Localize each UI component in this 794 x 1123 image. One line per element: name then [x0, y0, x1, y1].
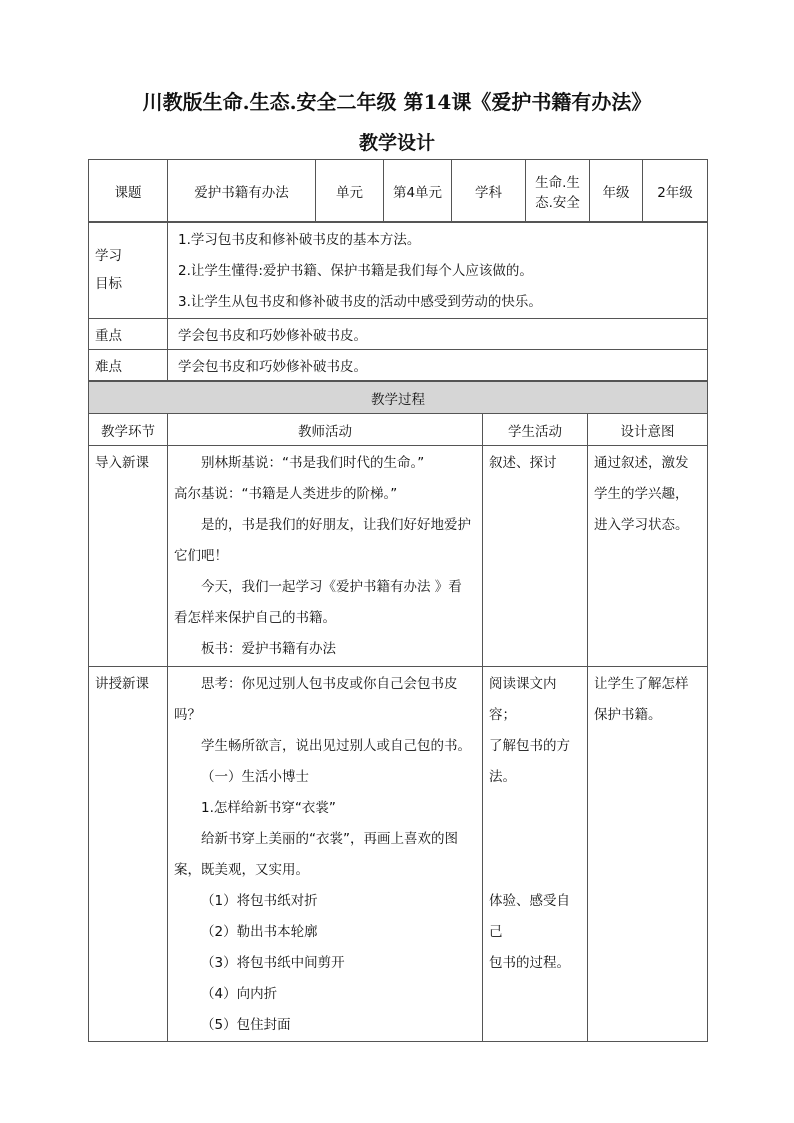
goals-label-line-2: 目标 [95, 276, 122, 292]
intent-line: 保护书籍。 [594, 707, 662, 723]
teacher-line: 板书：爱护书籍有办法 [201, 641, 336, 657]
goals-list [168, 222, 708, 319]
process-table [88, 381, 708, 1042]
keti-value: 爱护书籍有办法 [168, 160, 316, 223]
unit-label: 单元 [316, 160, 384, 223]
column-header: 设计意图 [588, 414, 708, 446]
grade-label: 年级 [590, 160, 643, 223]
teacher-line: 给新书穿上美丽的“衣裳”，再画上喜欢的图 [201, 831, 458, 847]
teacher-line: 它们吧！ [174, 548, 228, 564]
key-point-text: 学会包书皮和巧妙修补破书皮。 [168, 319, 708, 350]
table-row [89, 319, 708, 350]
keti-label: 课题 [89, 160, 168, 223]
new-stage [89, 667, 168, 1042]
intro-intent [588, 446, 708, 667]
new-student [483, 667, 588, 1042]
subject-line-2: 态.安全 [535, 195, 580, 211]
table-header-row [89, 414, 708, 446]
teacher-line: （1）将包书纸对折 [201, 893, 318, 909]
teacher-line: 学生畅所欲言，说出见过别人或自己包的书。 [201, 738, 471, 754]
new-teacher [168, 667, 483, 1042]
intro-stage [89, 446, 168, 667]
table-row [89, 160, 708, 223]
subject-value [526, 160, 590, 223]
teacher-line: （一）生活小博士 [201, 769, 309, 785]
teacher-line: 高尔基说：“书籍是人类进步的阶梯。” [174, 486, 398, 502]
goal-item: 2.让学生懂得:爱护书籍、保护书籍是我们每个人应该做的。 [178, 263, 533, 279]
teacher-line: 今天，我们一起学习《爱护书籍有办法 》看 [201, 579, 462, 595]
goals-label-line-1: 学习 [95, 248, 122, 264]
subject-label: 学科 [452, 160, 526, 223]
column-header: 教学环节 [89, 414, 168, 446]
new-intent [588, 667, 708, 1042]
table-row [89, 667, 708, 1042]
column-header: 教师活动 [168, 414, 483, 446]
column-header: 学生活动 [483, 414, 588, 446]
stage-label: 讲授新课 [95, 676, 149, 692]
teacher-line: （5）包住封面 [201, 1017, 291, 1033]
intent-line: 学生的学兴趣， [594, 486, 689, 502]
student-line: 包书的过程。 [489, 955, 570, 971]
unit-value: 第4单元 [384, 160, 452, 223]
student-line [489, 793, 581, 824]
process-header: 教学过程 [89, 382, 708, 414]
table-row [89, 222, 708, 319]
intro-student [483, 446, 588, 667]
stage-label: 导入新课 [95, 455, 149, 471]
student-line: 法。 [489, 769, 516, 785]
goal-item: 3.让学生从包书皮和修补破书皮的活动中感受到劳动的快乐。 [178, 294, 542, 310]
goal-item: 1.学习包书皮和修补破书皮的基本方法。 [178, 232, 421, 248]
document-subtitle: 教学设计 [358, 132, 435, 154]
student-line: 体验、感受自己 [489, 893, 570, 940]
intent-line: 进入学习状态。 [594, 517, 689, 533]
teacher-line: 是的，书是我们的好朋友，让我们好好地爱护 [201, 517, 471, 533]
student-line [489, 855, 581, 886]
intent-line: 让学生了解怎样 [594, 676, 689, 692]
teacher-line: （2）勒出书本轮廓 [201, 924, 318, 940]
teacher-line: 1.怎样给新书穿“衣裳” [201, 800, 336, 816]
table-row [89, 350, 708, 381]
student-line: 阅读课文内容； [489, 676, 557, 723]
key-point-label: 重点 [89, 319, 168, 350]
teacher-line: （4）向内折 [201, 986, 278, 1002]
subject-line-1: 生命.生 [535, 175, 580, 191]
teacher-line: 别林斯基说：“书是我们时代的生命。” [201, 455, 425, 471]
teacher-line: 思考：你见过别人包书皮或你自己会包书皮 [201, 676, 458, 692]
student-line: 叙述、探讨 [489, 455, 557, 471]
table-row [89, 446, 708, 667]
teacher-line: 看怎样来保护自己的书籍。 [174, 610, 336, 626]
document-title: 川教版生命.生态.安全二年级 第14课《爱护书籍有办法》 [142, 90, 652, 114]
lesson-info-table [88, 159, 708, 223]
student-line: 了解包书的方 [489, 738, 570, 754]
intro-teacher [168, 446, 483, 667]
teacher-line: （3）将包书纸中间剪开 [201, 955, 345, 971]
difficulty-label: 难点 [89, 350, 168, 381]
grade-value: 2年级 [643, 160, 708, 223]
student-line [489, 824, 581, 855]
difficulty-text: 学会包书皮和巧妙修补破书皮。 [168, 350, 708, 381]
goals-label [89, 222, 168, 319]
table-row [89, 382, 708, 414]
teacher-line: 吗？ [174, 707, 201, 723]
teacher-line: 案，既美观，又实用。 [174, 862, 309, 878]
intent-line: 通过叙述，激发 [594, 455, 689, 471]
goals-table [88, 221, 708, 381]
